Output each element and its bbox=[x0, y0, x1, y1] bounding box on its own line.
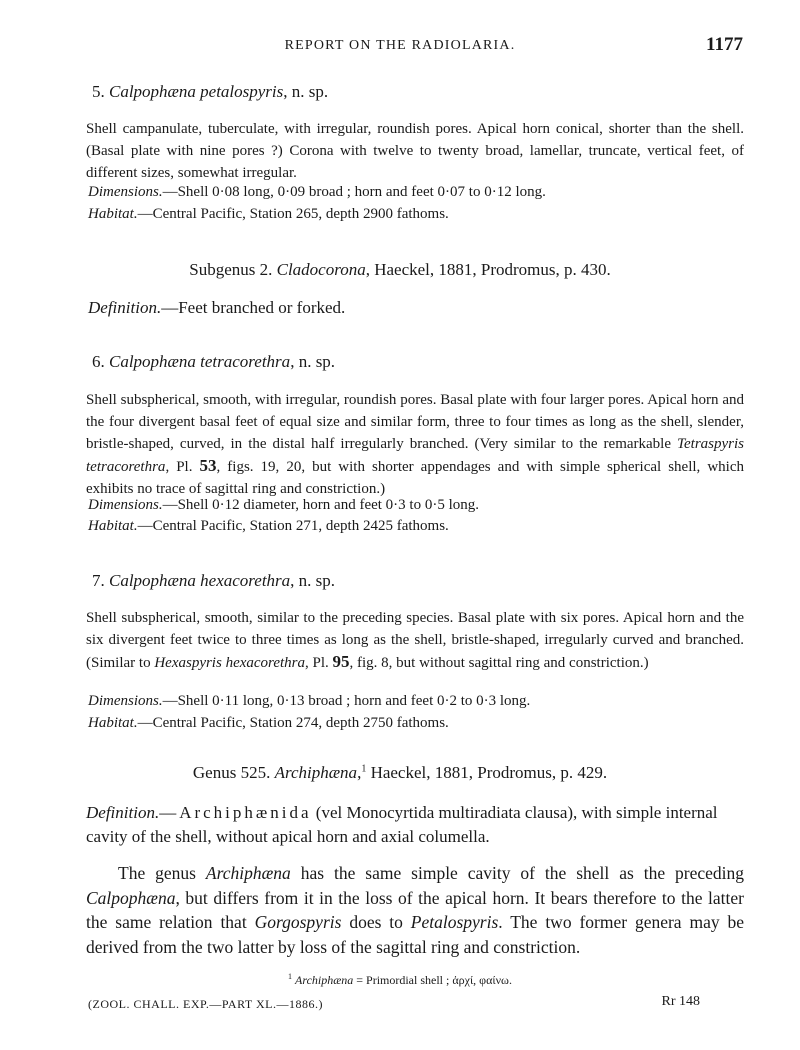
running-head bbox=[0, 34, 800, 58]
footnote-reference: 1 bbox=[361, 763, 367, 775]
species-5-dimensions: Dimensions.—Shell 0·08 long, 0·09 broad ; horn and feet 0·07 to 0·12 long. bbox=[88, 184, 546, 200]
species-6-habitat: Habitat.—Central Pacific, Station 271, depth 2425 fathoms. bbox=[88, 518, 449, 534]
species-6-name: Calpophæna tetracorethra bbox=[109, 352, 291, 371]
footer-publication-note: (ZOOL. CHALL. EXP.—PART XL.—1886.) bbox=[88, 997, 323, 1011]
species-5-heading: 5. Calpophæna petalospyris, n. sp. bbox=[92, 82, 329, 101]
species-7-name: Calpophæna hexacorethra bbox=[109, 571, 291, 590]
species-7-dimensions: Dimensions.—Shell 0·11 long, 0·13 broad ; horn and feet 0·2 to 0·3 long. bbox=[88, 693, 531, 709]
genus-heading: Genus 525. Archiphæna,$^1$ Haeckel, 1881, Prodromus, p. 429. bbox=[192, 763, 608, 782]
species-7-heading: 7. Calpophæna hexacorethra, n. sp. bbox=[92, 571, 336, 590]
species-6-dimensions: Dimensions.—Shell 0·12 diameter, horn and feet 0·3 to 0·5 long. bbox=[88, 497, 479, 513]
subgenus-definition: Definition.—Feet branched or forked. bbox=[88, 298, 346, 317]
species-7-description: Shell subspherical, smooth, similar to the preceding species. Basal plate with six pores. Apical horn and the six divergent feet twice to three times as long as the shell, bristle-shaped, irregularly curved and branched. (Similar to Hexaspyris hexacorethra, Pl. 95, fig. 8, but without sagittal ring and constriction.) bbox=[86, 610, 744, 671]
running-title: REPORT ON THE RADIOLARIA. bbox=[284, 38, 516, 53]
species-5-habitat: Habitat.—Central Pacific, Station 265, depth 2900 fathoms. bbox=[88, 206, 449, 222]
species-5-name: Calpophæna petalospyris bbox=[109, 82, 284, 101]
genus-discussion-paragraph: The genus Archiphæna has the same simple cavity of the shell as the preceding Calpophæna, but differs from it in the loss of the apical horn. It bears therefore to the latter the same relation that Gorgospyris does to Petalospyris. The two former genera may be derived from the two latter by loss of the sagittal ring and constriction. bbox=[86, 863, 744, 957]
subgenus-heading: Subgenus 2. Cladocorona, Haeckel, 1881, Prodromus, p. 430. bbox=[189, 260, 611, 279]
footnote: $^1$ Archiphæna = Primordial shell ; ἀρχί, φαίνω. bbox=[288, 972, 512, 987]
genus-definition: Definition.—Archiphænida (vel Monocyrtida multiradiata clausa), with simple internal cavity of the shell, without apical horn and axial columella. bbox=[86, 803, 718, 846]
species-6-heading: 6. Calpophæna tetracorethra, n. sp. bbox=[92, 352, 336, 371]
species-7-habitat: Habitat.—Central Pacific, Station 274, depth 2750 fathoms. bbox=[88, 715, 449, 731]
footer-signature-mark: Rr 148 bbox=[661, 994, 700, 1009]
page-number: 1177 bbox=[706, 34, 743, 55]
species-6-description: Shell subspherical, smooth, with irregular, roundish pores. Basal plate with four larger pores. Apical horn and the four divergent basal feet of equal size and similar form, three to four times as long as the shell, slender, bristle-shaped, curved, in the distal half irregularly branched. (Very similar to the remarkable Tetraspyris tetracorethra, Pl. 53, figs. 19, 20, but with shorter appendages and with simple spherical shell, which exhibits no trace of sagittal ring and constriction.) bbox=[86, 392, 744, 497]
plate-reference-53: 53 bbox=[199, 456, 217, 475]
plate-reference-95: 95 bbox=[332, 652, 350, 671]
species-5-description: Shell campanulate, tuberculate, with irregular, roundish pores. Apical horn conical, shorter than the shell. (Basal plate with nine pores ?) Corona with twelve to twenty broad, lamellar, truncate, vertical feet, of different sizes, somewhat irregular. bbox=[86, 121, 744, 181]
